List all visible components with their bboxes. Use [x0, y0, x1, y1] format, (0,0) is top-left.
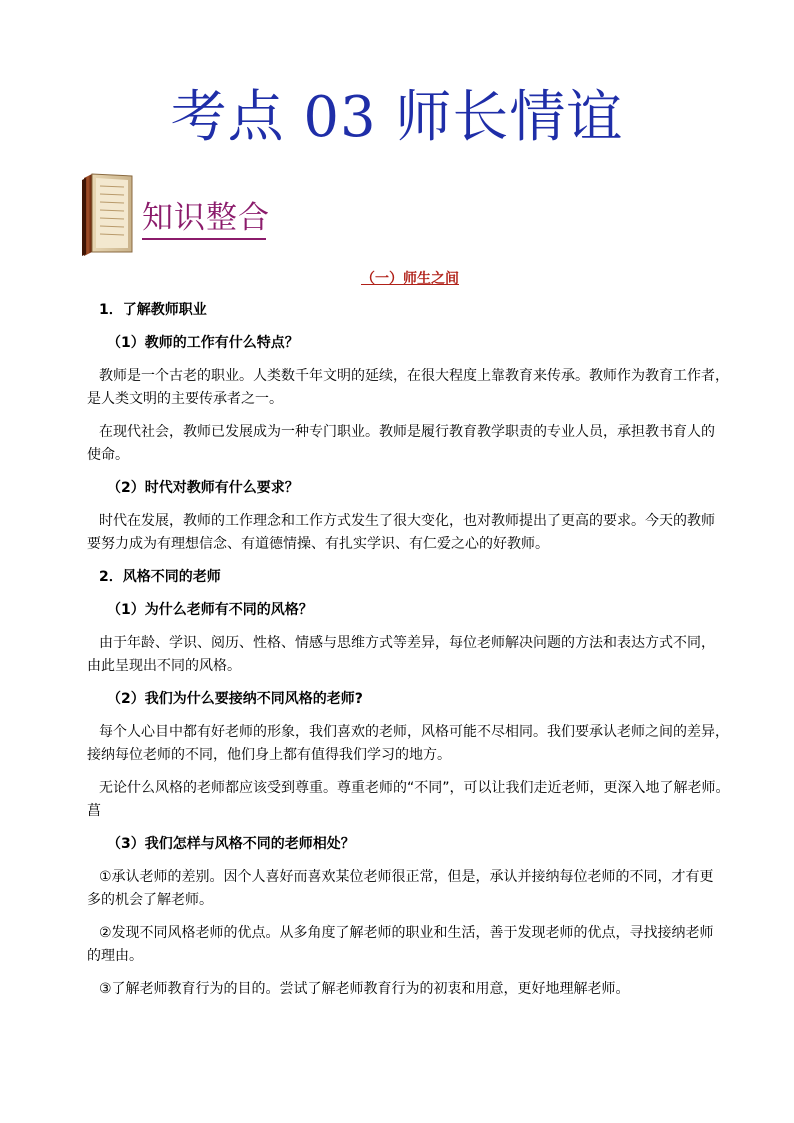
paragraph-line: 时代在发展，教师的工作理念和工作方式发生了很大变化，也对教师提出了更高的要求。今天的教师 [99, 513, 715, 529]
document-body [87, 268, 730, 1011]
paragraph-5 [87, 721, 729, 767]
paragraph-line: 要努力成为有理想信念、有道德情操、有扎实学识、有仁爱之心的好教师。 [87, 536, 549, 552]
question-1: （1）教师的工作有什么特点？ [107, 335, 299, 351]
badge-underline [142, 238, 266, 240]
paragraph-line: ②发现不同风格老师的优点。从多角度了解老师的职业和生活，善于发现老师的优点，寻找接纳老师 [99, 925, 714, 941]
paragraph-4 [87, 632, 721, 678]
paragraph-line: ①承认老师的差别。因个人喜好而喜欢某位老师很正常，但是，承认并接纳每位老师的不同，才有更 [99, 869, 714, 885]
paragraph-9 [99, 978, 721, 1001]
paragraph-line: ③了解老师教育行为的目的。尝试了解老师教育行为的初衷和用意，更好地理解老师。 [99, 981, 630, 997]
paragraph-line: 由于年龄、学识、阅历、性格、情感与思维方式等差异，每位老师解决问题的方法和表达方式不同， [99, 635, 715, 651]
paragraph-line: 教师是一个古老的职业。人类数千年文明的延续，在很大程度上靠教育来传承。教师作为教育工作者， [99, 368, 729, 384]
section-title-text: （一）师生之间 [361, 271, 459, 287]
question-2: （2）时代对教师有什么要求？ [107, 480, 299, 496]
page-title: 考点 03 师长情谊 [170, 85, 624, 150]
paragraph-line: 多的机会了解老师。 [87, 892, 213, 908]
paragraph-line: 的理由。 [87, 948, 143, 964]
paragraph-7 [87, 866, 721, 912]
book-icon [78, 172, 136, 256]
paragraph-line: 由此呈现出不同的风格。 [87, 658, 241, 674]
badge-label: 知识整合 [142, 200, 270, 236]
knowledge-badge [78, 172, 318, 256]
paragraph-line: 使命。 [87, 447, 129, 463]
paragraph-1 [87, 365, 729, 411]
question-5: （3）我们怎样与风格不同的老师相处？ [107, 836, 355, 852]
question-3: （1）为什么老师有不同的风格？ [107, 602, 313, 618]
heading-2: 2．风格不同的老师 [99, 569, 221, 585]
heading-1: 1．了解教师职业 [99, 302, 207, 318]
paragraph-line: 是人类文明的主要传承者之一。 [87, 391, 283, 407]
paragraph-line: 菖 [87, 803, 101, 819]
question-4: （2）我们为什么要接纳不同风格的老师? [107, 691, 363, 707]
paragraph-line: 接纳每位老师的不同，他们身上都有值得我们学习的地方。 [87, 747, 451, 763]
paragraph-line: 每个人心目中都有好老师的形象，我们喜欢的老师，风格可能不尽相同。我们要承认老师之间的差异， [99, 724, 729, 740]
paragraph-line: 无论什么风格的老师都应该受到尊重。尊重老师的“不同”，可以让我们走近老师，更深入地了解老师。 [99, 780, 730, 796]
paragraph-8 [87, 922, 721, 968]
paragraph-6 [87, 777, 730, 823]
paragraph-2 [87, 421, 721, 467]
section-title [99, 268, 721, 291]
paragraph-line: 在现代社会，教师已发展成为一种专门职业。教师是履行教育教学职责的专业人员，承担教书育人的 [99, 424, 715, 440]
paragraph-3 [87, 510, 721, 556]
